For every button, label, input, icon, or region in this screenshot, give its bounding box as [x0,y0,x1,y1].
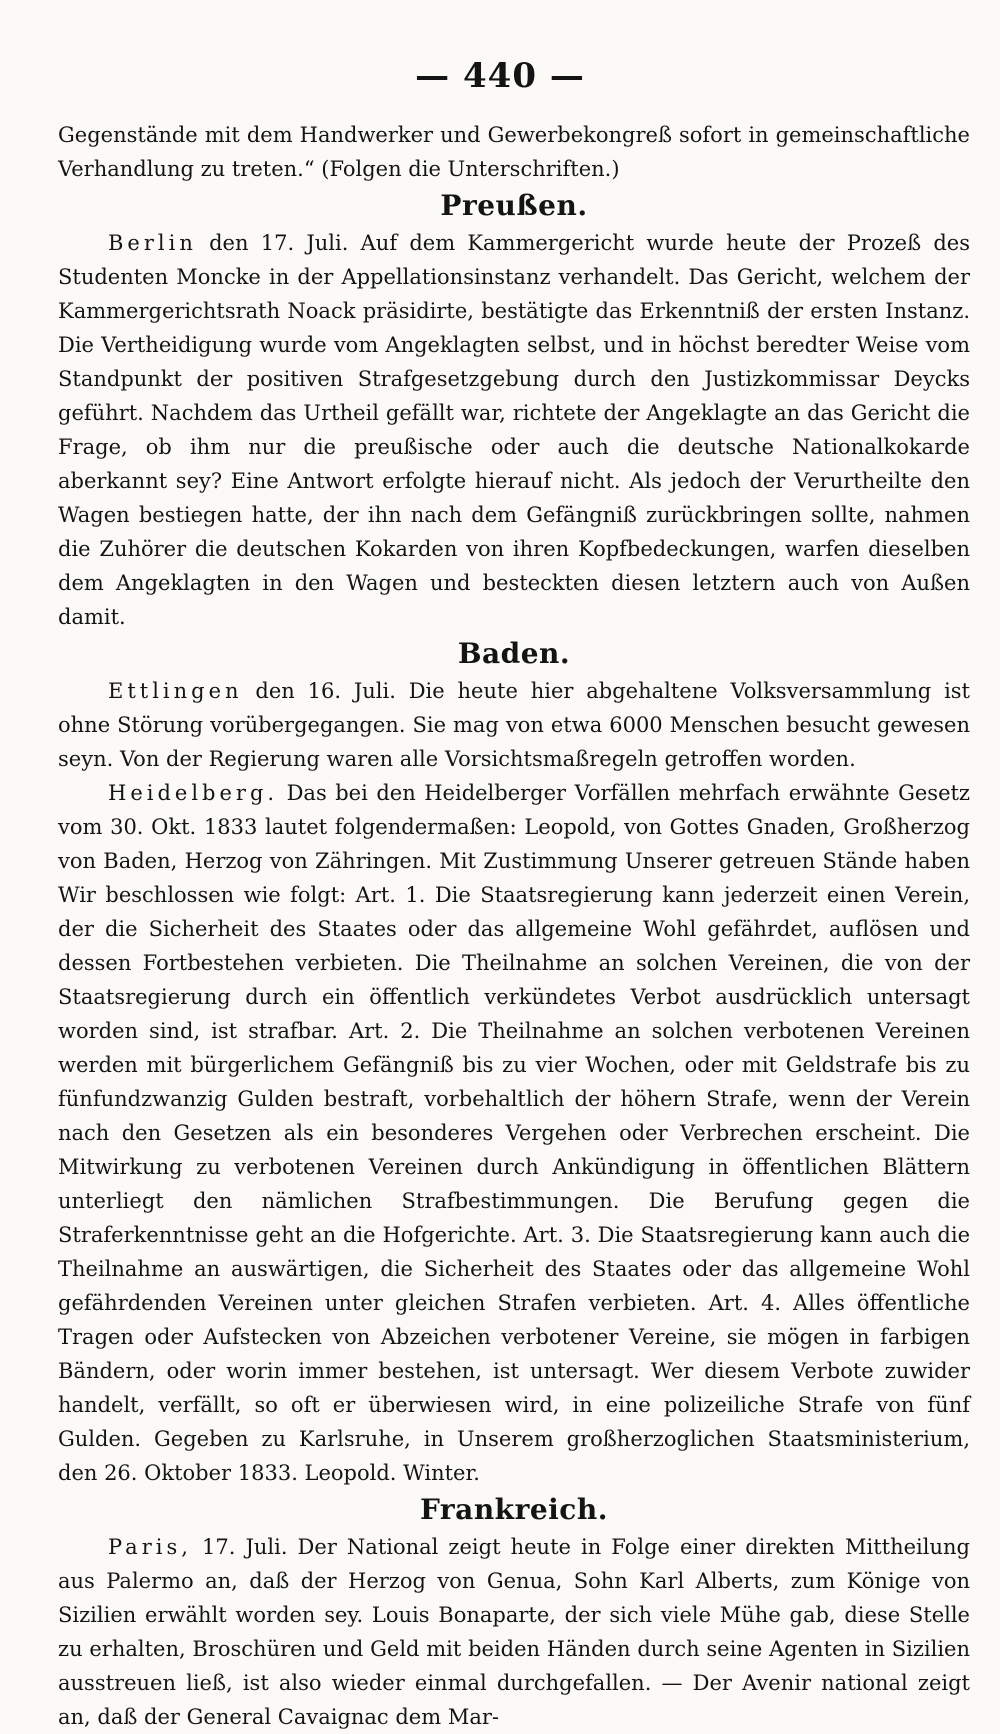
dateline-place: Berlin [108,231,197,255]
continued-paragraph: Gegenstände mit dem Handwerker und Gewerbekongreß sofort in gemeinschaftliche Verhandlung zu treten.“ (Folgen die Unterschriften.) [58,123,970,181]
section-heading-preussen: Preußen. [440,189,588,222]
article-berlin [58,226,970,634]
article-body: Das bei den Heidelberger Vorfällen mehrfach erwähnte Gesetz vom 30. Okt. 1833 lautet folgendermaßen: Leopold, von Gottes Gnaden, Großherzog von Baden, Herzog von Zähringen. Mit Zustimmung Unserer getreuen Stände haben Wir beschlossen wie folgt: Art. 1. Die Staatsregierung kann jederzeit einen Verein, der die Sicherheit des Staates oder das allgemeine Wohl gefährdet, auflösen und dessen Fortbestehen verbieten. Die Theilnahme an solchen Vereinen, die von der Staatsregierung durch ein öffentlich verkündetes Verbot ausdrücklich untersagt worden sind, ist strafbar. Art. 2. Die Theilnahme an solchen verbotenen Vereinen werden mit bürgerlichem Gefängniß bis zu vier Wochen, oder mit Geldstrafe bis zu fünfundzwanzig Gulden bestraft, vorbehaltlich der höhern Strafe, wenn der Verein nach den Gesetzen als ein besonderes Vergehen oder Verbrechen erscheint. Die Mitwirkung zu verbotenen Vereinen durch Ankündigung in öffentlichen Blättern unterliegt den nämlichen Strafbestimmungen. Die Berufung gegen die Straferkenntnisse geht an die Hofgerichte. Art. 3. Die Staatsregierung kann auch die Theilnahme an auswärtigen, die Sicherheit des Staates oder das allgemeine Wohl gefährdenden Vereinen unter gleichen Strafen verbieten. Art. 4. Alles öffentliche Tragen oder Aufstecken von Abzeichen verbotener Vereine, sie mögen in farbigen Bändern, oder worin immer bestehen, ist untersagt. Wer diesem Verbote zuwider handelt, verfällt, so oft er überwiesen wird, in eine polizeiliche Strafe von fünf Gulden. Gegeben zu Karlsruhe, in Unserem großherzoglichen Staatsministerium, den 26. Oktober 1833. Leopold. Winter. [58,781,970,1485]
page-number: — 440 — [415,56,585,96]
section-heading-baden: Baden. [457,637,571,670]
article-heidelberg [58,776,970,1490]
article-paris [58,1530,970,1734]
article-column [58,118,970,1734]
dateline-place: Ettlingen [108,679,243,703]
dateline-place: Heidelberg. [108,781,279,805]
section-heading-frankreich: Frankreich. [420,1493,608,1526]
article-body: den 17. Juli. Auf dem Kammergericht wurde heute der Prozeß des Studenten Moncke in der Appellationsinstanz verhandelt. Das Gericht, welchem der Kammergerichtsrath Noack präsidirte, bestätigte das Erkenntniß der ersten Instanz. Die Vertheidigung wurde vom Angeklagten selbst, und in höchst beredter Weise vom Standpunkt der positiven Strafgesetzgebung durch den Justizkommissar Deycks geführt. Nachdem das Urtheil gefällt war, richtete der Angeklagte an das Gericht die Frage, ob ihm nur die preußische oder auch die deutsche Nationalkokarde aberkannt sey? Eine Antwort erfolgte hierauf nicht. Als jedoch der Verurtheilte den Wagen bestiegen hatte, der ihn nach dem Gefängniß zurückbringen sollte, nahmen die Zuhörer die deutschen Kokarden von ihren Kopfbedeckungen, warfen dieselben dem Angeklagten in den Wagen und besteckten diesen letztern auch von Außen damit. [58,231,970,629]
dateline-place: Paris, [108,1535,192,1559]
article-body: den 16. Juli. Die heute hier abgehaltene Volksversammlung ist ohne Störung vorübergegangen. Sie mag von etwa 6000 Menschen besucht gewesen seyn. Von der Regierung waren alle Vorsichtsmaßregeln getroffen worden. [58,679,970,771]
article-ettlingen [58,674,970,776]
article-body: 17. Juli. Der National zeigt heute in Folge einer direkten Mittheilung aus Palermo an, daß der Herzog von Genua, Sohn Karl Alberts, zum Könige von Sizilien erwählt worden sey. Louis Bonaparte, der sich viele Mühe gab, diese Stelle zu erhalten, Broschüren und Geld mit beiden Händen durch seine Agenten in Sizilien ausstreuen ließ, ist also wieder einmal durchgefallen. — Der Avenir national zeigt an, daß der General Cavaignac dem Mar- [58,1535,970,1729]
